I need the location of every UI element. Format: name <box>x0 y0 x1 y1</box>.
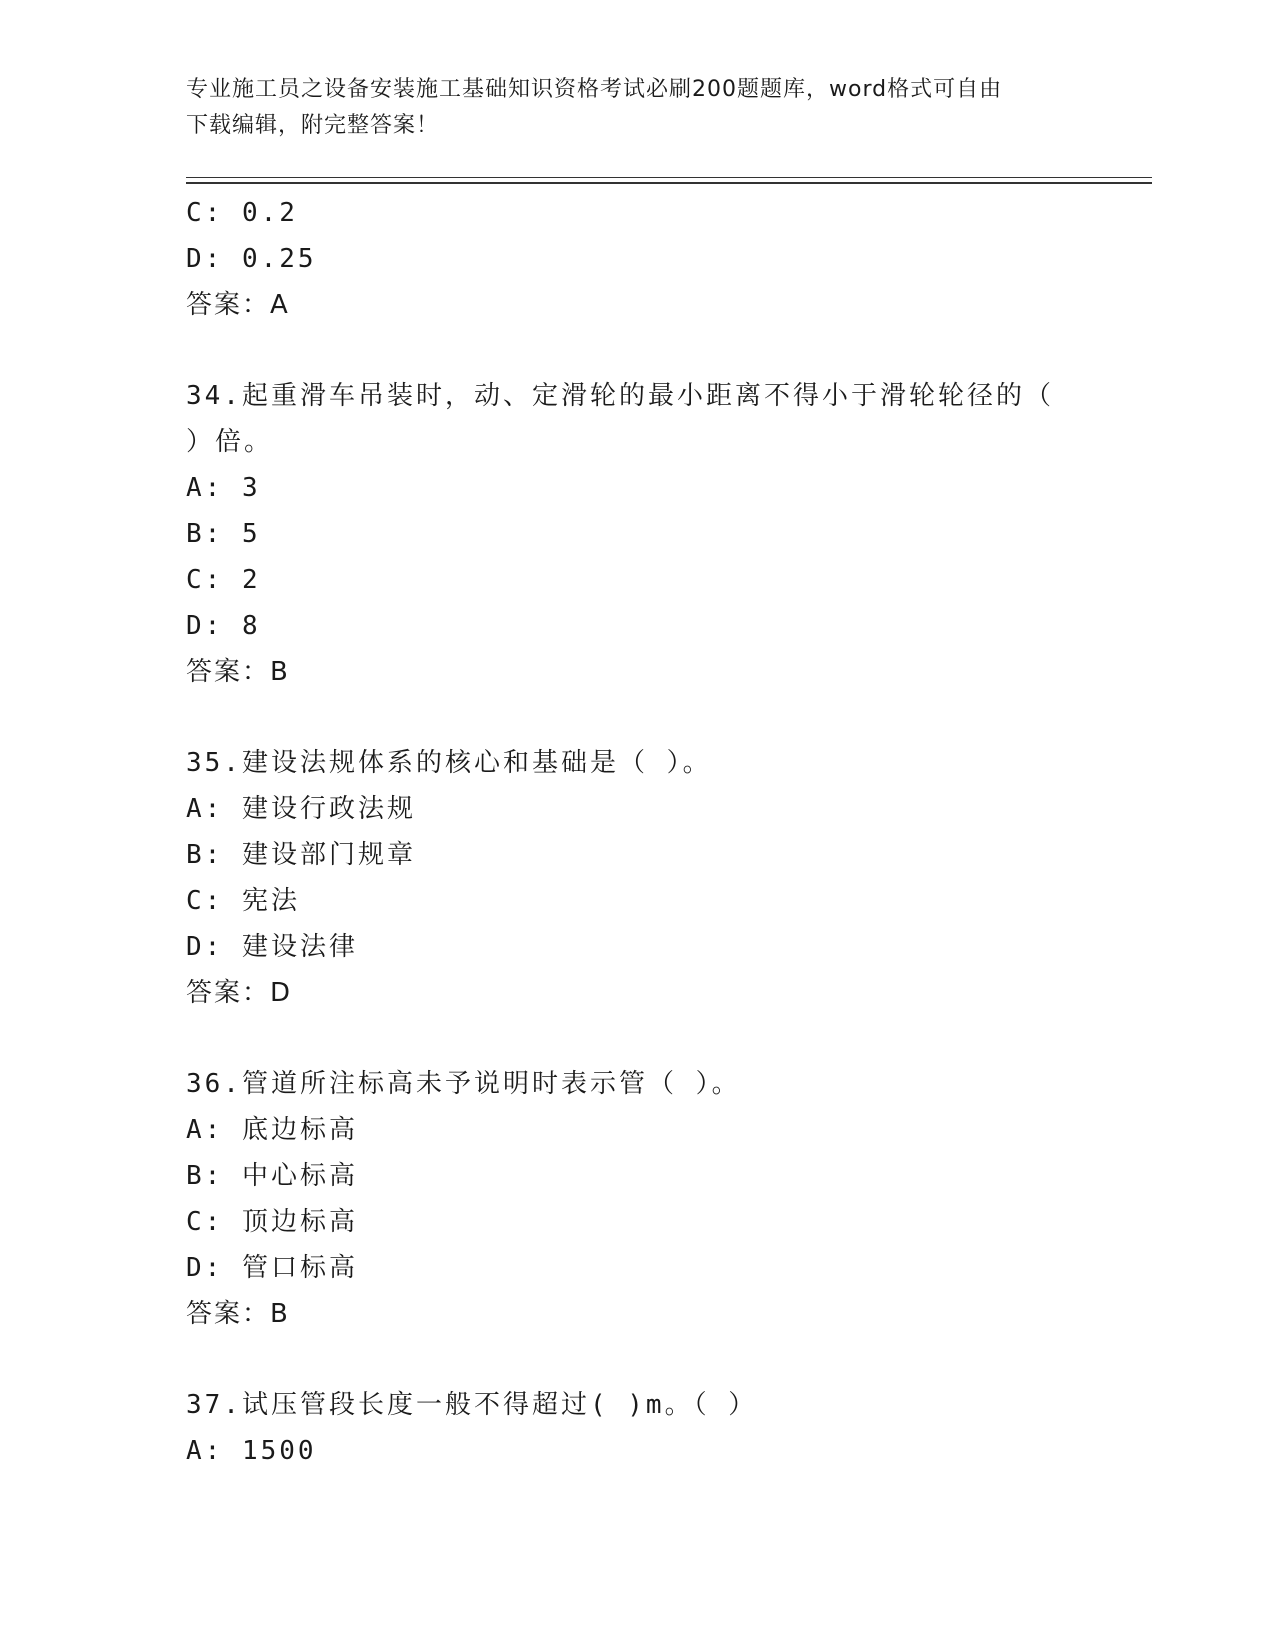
answer-label: 答案：D <box>186 978 293 1008</box>
document-header <box>186 72 1086 144</box>
question-36 <box>186 1061 1146 1337</box>
option-c: C: 宪法 <box>186 886 300 916</box>
option-a: A: 建设行政法规 <box>186 794 416 824</box>
option-d: D: 0.25 <box>186 244 317 274</box>
option-d: D: 8 <box>186 611 261 641</box>
header-divider-thick <box>186 182 1152 184</box>
question-stem: 37.试压管段长度一般不得超过( )m。（ ） <box>186 1390 758 1420</box>
option-d: D: 建设法律 <box>186 932 358 962</box>
option-a: A: 3 <box>186 473 261 503</box>
question-stem-continued: ）倍。 <box>186 427 274 457</box>
option-c: C: 顶边标高 <box>186 1207 358 1237</box>
question-34 <box>186 373 1146 695</box>
answer-label: 答案：B <box>186 657 290 687</box>
question-stem: 36.管道所注标高未予说明时表示管（ ）。 <box>186 1069 741 1099</box>
question-stem: 34.起重滑车吊装时，动、定滑轮的最小距离不得小于滑轮轮径的（ <box>186 381 1054 411</box>
header-divider-thin <box>186 177 1152 178</box>
option-b: B: 中心标高 <box>186 1161 358 1191</box>
header-title-line-2: 下载编辑，附完整答案！ <box>186 113 440 138</box>
question-33-tail <box>186 190 1146 328</box>
question-37 <box>186 1382 1146 1474</box>
question-35 <box>186 740 1146 1016</box>
option-b: B: 建设部门规章 <box>186 840 416 870</box>
option-a: A: 底边标高 <box>186 1115 358 1145</box>
option-a: A: 1500 <box>186 1436 317 1466</box>
option-d: D: 管口标高 <box>186 1253 358 1283</box>
question-stem: 35.建设法规体系的核心和基础是（ ）。 <box>186 748 712 778</box>
answer-label: 答案：A <box>186 290 290 320</box>
option-c: C: 0.2 <box>186 198 298 228</box>
question-list <box>186 190 1146 1474</box>
header-title-line-1: 专业施工员之设备安装施工基础知识资格考试必刷200题题库，word格式可自由 <box>186 77 1003 102</box>
option-b: B: 5 <box>186 519 261 549</box>
answer-label: 答案：B <box>186 1299 290 1329</box>
option-c: C: 2 <box>186 565 261 595</box>
